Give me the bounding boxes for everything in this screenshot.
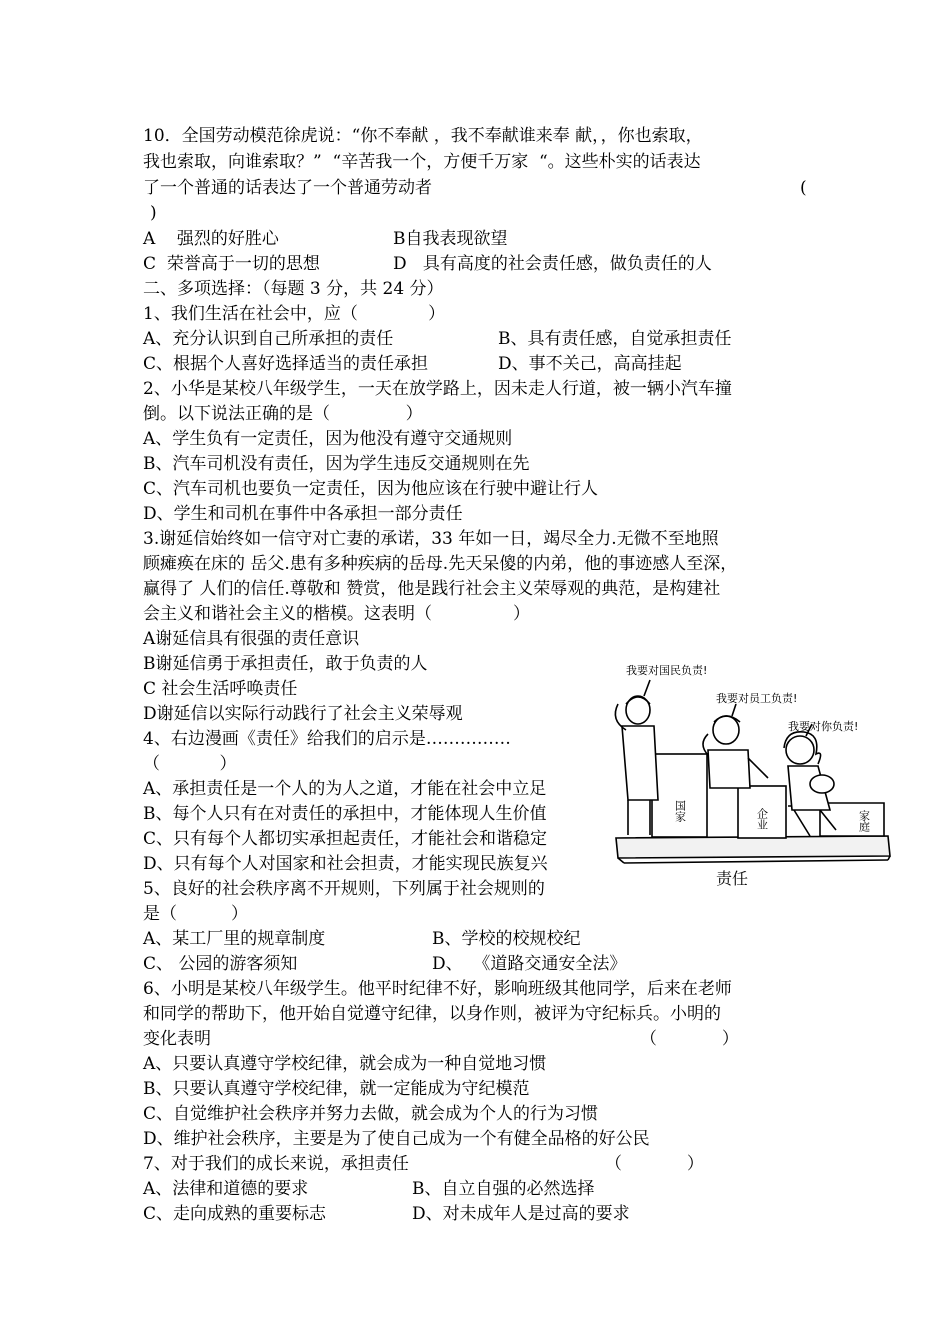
q10-option-c: C 荣誉高于一切的思想	[143, 254, 320, 274]
q10-bracket-close: )	[150, 203, 157, 223]
mq4-option-c: C、只有每个人都切实承担起责任，才能社会和谐稳定	[143, 829, 548, 849]
mq1-option-b: B、具有责任感，自觉承担责任	[498, 329, 732, 349]
q10-line-1: 10．全国劳动模范徐虎说：“你不奉献 ，我不奉献谁来奉 献，，你也索取，	[143, 126, 703, 146]
mq5-option-d: D、 《道路交通安全法》	[432, 954, 627, 974]
mq3-line-2: 顾瘫痪在床的 岳父.患有多种疾病的岳母.先天呆傻的内弟，他的事迹感人至深，	[143, 554, 738, 574]
mq7-option-b: B、自立自强的必然选择	[412, 1179, 595, 1199]
mq2-option-c: C、汽车司机也要负一定责任，因为他应该在行驶中避让行人	[143, 479, 599, 499]
bubble-text-2: 我要对员工负责!	[716, 692, 798, 705]
mq4-line-1: 4、右边漫画《责任》给我们的启示是……………	[143, 729, 511, 749]
q10-line-3: 了一个普通的话表达了一个普通劳动者	[143, 178, 432, 198]
mq3-option-d: D谢延信以实际行动践行了社会主义荣辱观	[143, 704, 463, 724]
mq3-option-b: B谢延信勇于承担责任，敢于负责的人	[143, 654, 428, 674]
mq7-option-a: A、法律和道德的要求	[143, 1179, 309, 1199]
responsibility-cartoon	[598, 660, 896, 892]
mq3-line-3: 赢得了 人们的信任.尊敬和 赞赏，他是践行社会主义荣辱观的典范，是构建社	[143, 579, 721, 599]
mq1-option-a: A、充分认识到自己所承担的责任	[143, 329, 394, 349]
mq6-option-c: C、自觉维护社会秩序并努力去做，就会成为个人的行为习惯	[143, 1104, 599, 1124]
mq5-option-b: B、学校的校规校纪	[432, 929, 581, 949]
mq2-line-1: 2、小华是某校八年级学生，一天在放学路上，因未走人行道，被一辆小汽车撞	[143, 379, 732, 399]
box-label-enterprise: 企业	[755, 808, 769, 830]
q10-bracket-open: (	[800, 178, 807, 198]
cartoon-caption: 责任	[716, 869, 749, 888]
q10-option-a: A 强烈的好胜心	[143, 229, 279, 249]
mq2-option-d: D、学生和司机在事件中各承担一部分责任	[143, 504, 463, 524]
bubble-text-3: 我要对你负责!	[788, 720, 859, 733]
mq7-option-c: C、走向成熟的重要标志	[143, 1204, 327, 1224]
mq4-option-a: A、承担责任是一个人的为人之道，才能在社会中立足	[143, 779, 547, 799]
mq7-bracket: （ ）	[605, 1154, 704, 1174]
mq4-option-b: B、每个人只有在对责任的承担中，才能体现人生价值	[143, 804, 547, 824]
mq4-line-2: （ ）	[143, 754, 237, 774]
bubble-text-1: 我要对国民负责!	[626, 664, 708, 677]
box-label-state: 国家	[673, 800, 687, 822]
q10-option-d: D 具有高度的社会责任感，做负责任的人	[393, 254, 712, 274]
mq5-option-c: C、 公园的游客须知	[143, 954, 298, 974]
mq6-bracket: （ ）	[640, 1029, 739, 1049]
mq3-line-1: 3.谢延信始终如一信守对亡妻的承诺，33 年如一日，竭尽全力.无微不至地照	[143, 529, 719, 549]
mq5-option-a: A、某工厂里的规章制度	[143, 929, 326, 949]
mq6-line-2: 和同学的帮助下，他开始自觉遵守纪律，以身作则，被评为守纪标兵。小明的	[143, 1004, 721, 1024]
mq6-option-a: A、只要认真遵守学校纪律，就会成为一种自觉地习惯	[143, 1054, 547, 1074]
mq1-option-c: C、根据个人喜好选择适当的责任承担	[143, 354, 429, 374]
mq6-line-1: 6、小明是某校八年级学生。他平时纪律不好，影响班级其他同学，后来在老师	[143, 979, 732, 999]
mq3-option-a: A谢延信具有很强的责任意识	[143, 629, 360, 649]
mq1-stem: 1、我们生活在社会中，应（ ）	[143, 304, 446, 324]
mq5-line-1: 5、良好的社会秩序离不开规则，下列属于社会规则的	[143, 879, 545, 899]
mq6-option-b: B、只要认真遵守学校纪律，就一定能成为守纪模范	[143, 1079, 530, 1099]
mq3-line-4: 会主义和谐社会主义的楷模。这表明（ ）	[143, 604, 531, 624]
mq1-option-d: D、事不关己，高高挂起	[498, 354, 682, 374]
mq3-option-c: C 社会生活呼唤责任	[143, 679, 298, 699]
box-label-family: 家庭	[857, 810, 871, 832]
mq6-line-3: 变化表明	[143, 1029, 211, 1049]
q10-line-2: 我也索取，向谁索取？” “辛苦我一个，方便千万家 “。这些朴实的话表达	[143, 152, 701, 172]
q10-option-b: B自我表现欲望	[393, 229, 508, 249]
mq6-option-d: D、维护社会秩序，主要是为了使自己成为一个有健全品格的好公民	[143, 1129, 650, 1149]
section-heading: 二、多项选择：（每题 3 分，共 24 分）	[143, 279, 444, 299]
mq4-option-d: D、只有每个人对国家和社会担责，才能实现民族复兴	[143, 854, 548, 874]
mq7-option-d: D、对未成年人是过高的要求	[412, 1204, 630, 1224]
mq2-option-a: A、学生负有一定责任，因为他没有遵守交通规则	[143, 429, 513, 449]
mq2-option-b: B、汽车司机没有责任，因为学生违反交通规则在先	[143, 454, 530, 474]
mq5-line-2: 是（ ）	[143, 904, 249, 924]
mq2-line-2: 倒。以下说法正确的是（ ）	[143, 404, 423, 424]
mq7-stem: 7、对于我们的成长来说，承担责任	[143, 1154, 409, 1174]
